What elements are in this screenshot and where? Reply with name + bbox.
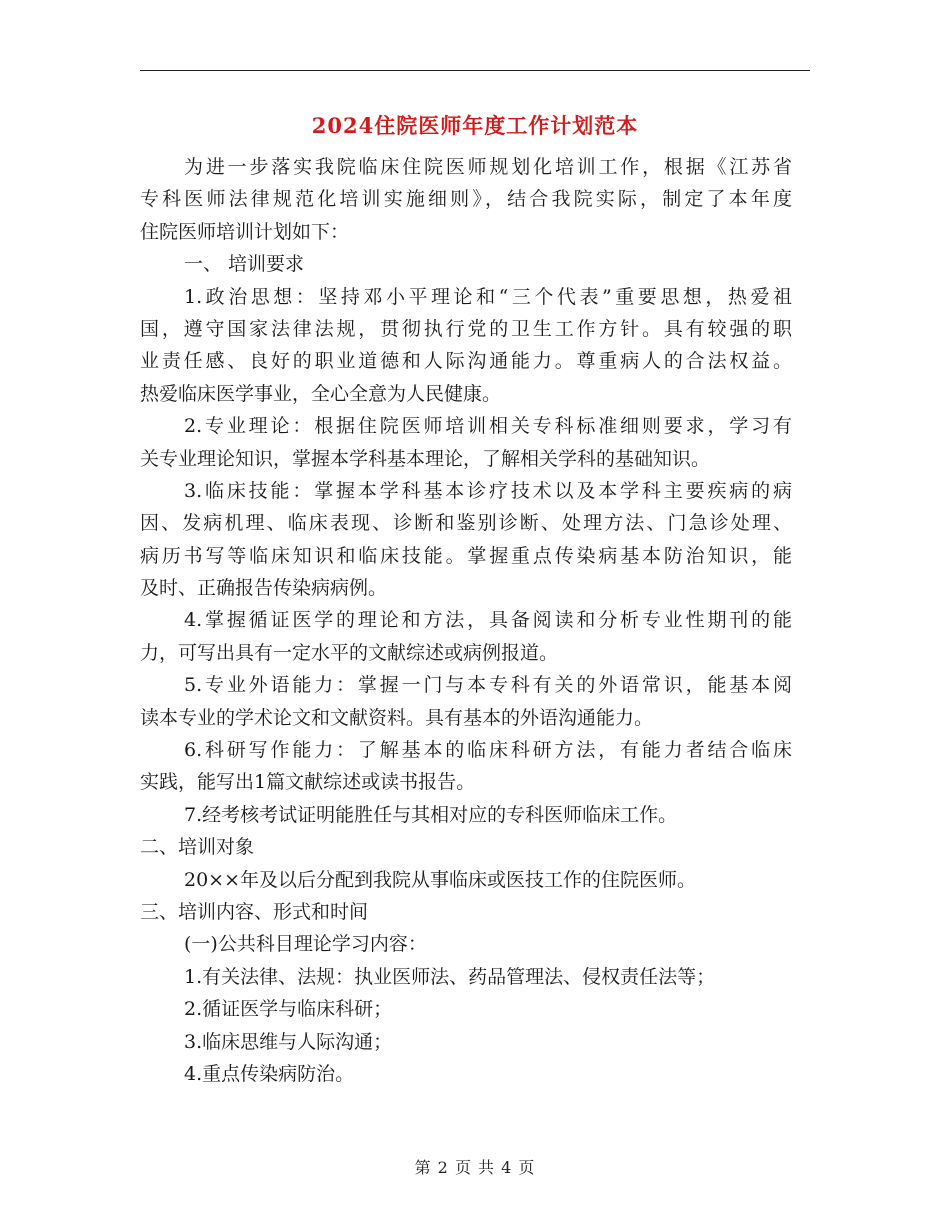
body-line: 及时、正确报告传染病病例。 <box>140 577 388 600</box>
body-line: 3.临床思维与人际沟通； <box>184 1030 393 1053</box>
body-line: 读本专业的学术论文和文献资料。具有基本的外语沟通能力。 <box>140 706 654 729</box>
body-line: 因、发病机理、临床表现、诊断和鉴别诊断、处理方法、门急诊处理、 <box>140 512 792 535</box>
body-line: 4.掌握循证医学的理论和方法，具备阅读和分析专业性期刊的能 <box>184 609 792 632</box>
body-line: (一)公共科目理论学习内容： <box>184 933 427 956</box>
body-line: 1.政治思想：坚持邓小平理论和“三个代表”重要思想，热爱祖 <box>184 285 792 308</box>
body-line: 住院医师培训计划如下： <box>140 220 350 243</box>
body-line: 1.有关法律、法规：执业医师法、药品管理法、侵权责任法等； <box>184 965 716 988</box>
body-line: 3.临床技能：掌握本学科基本诊疗技术以及本学科主要疾病的病 <box>184 479 792 502</box>
body-line: 专科医师法律规范化培训实施细则》，结合我院实际，制定了本年度 <box>140 188 792 211</box>
body-line: 病历书写等临床知识和临床技能。掌握重点传染病基本防治知识，能 <box>140 544 792 567</box>
body-line: 国，遵守国家法律法规，贯彻执行党的卫生工作方针。具有较强的职 <box>140 317 792 340</box>
body-line: 业责任感、良好的职业道德和人际沟通能力。尊重病人的合法权益。 <box>140 350 792 373</box>
body-line: 三、培训内容、形式和时间 <box>140 900 369 923</box>
body-line: 力，可写出具有一定水平的文献综述或病例报道。 <box>140 641 559 664</box>
page-footer: 第 2 页 共 4 页 <box>414 1158 536 1177</box>
body-line: 20××年及以后分配到我院从事临床或医技工作的住院医师。 <box>184 868 697 891</box>
body-line: 2.循证医学与临床科研； <box>184 998 393 1021</box>
body-line: 6.科研写作能力：了解基本的临床科研方法，有能力者结合临床 <box>184 739 792 762</box>
header-rule <box>140 70 810 71</box>
body-line: 5.专业外语能力：掌握一门与本专科有关的外语常识，能基本阅 <box>184 674 792 697</box>
body-line: 一、 培训要求 <box>184 253 305 276</box>
body-line: 7.经考核考试证明能胜任与其相对应的专科医师临床工作。 <box>184 803 678 826</box>
body-line: 热爱临床医学事业，全心全意为人民健康。 <box>140 382 502 405</box>
body-line: 二、培训对象 <box>140 836 255 859</box>
body-line: 4.重点传染病防治。 <box>184 1062 355 1085</box>
body-line: 为进一步落实我院临床住院医师规划化培训工作，根据《江苏省 <box>184 156 792 178</box>
body-line: 实践，能写出1篇文献综述或读书报告。 <box>140 771 476 794</box>
document-title: 2024住院医师年度工作计划范本 <box>311 113 639 138</box>
document-body <box>140 151 792 1090</box>
body-line: 关专业理论知识，掌握本学科基本理论，了解相关学科的基础知识。 <box>140 447 711 470</box>
body-line: 2.专业理论：根据住院医师培训相关专科标准细则要求，学习有 <box>184 415 792 438</box>
